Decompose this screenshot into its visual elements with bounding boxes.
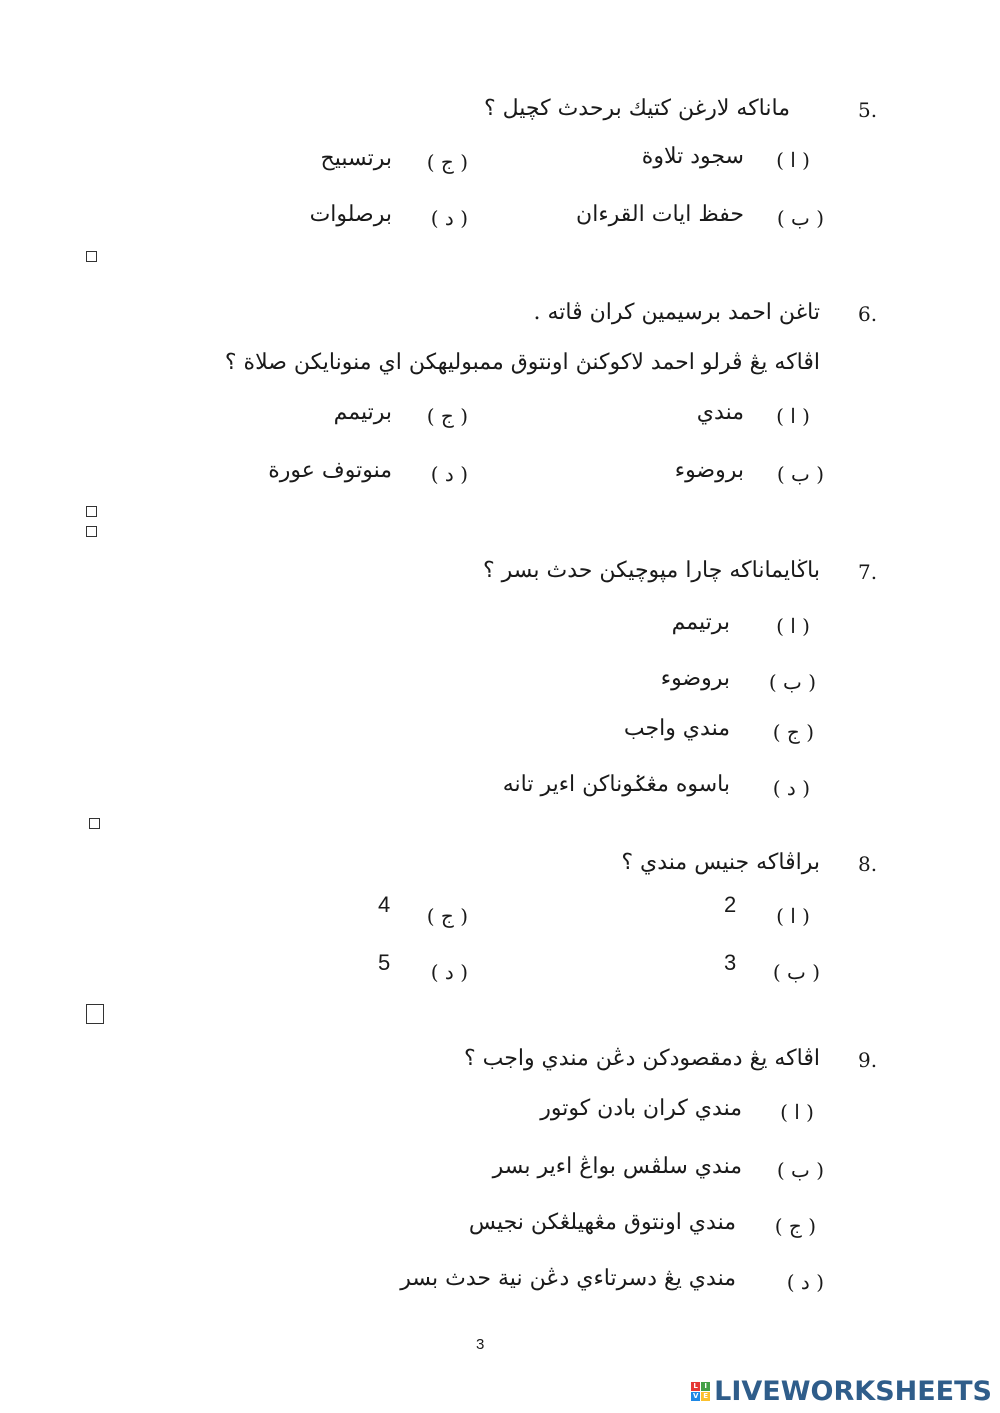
question-9-text: اڤاكه يڠ دمقصودكن دڠن مندي واجب ؟	[463, 1046, 820, 1071]
question-6-number: 6.	[858, 302, 878, 326]
q9-option-b-text: مندي سلڤس بواڠ اءير بسر	[492, 1154, 742, 1179]
q9-option-c-text: مندي اونتوق مڠهيلڠكن نجيس	[468, 1210, 736, 1235]
q8-option-b-value: 3	[724, 950, 737, 975]
question-5-text: ماناكه لارغن كتيك برحدث كچيل ؟	[483, 96, 790, 121]
logo-text: LIVEWORKSHEETS	[714, 1376, 992, 1407]
question-5-number: 5.	[858, 98, 878, 122]
question-6-text: تاغن احمد برسيمين كران ڤاته .	[533, 300, 820, 325]
q8-option-d-label: ( د )	[430, 960, 468, 984]
q5-option-a-text: سجود تلاوة	[641, 144, 744, 169]
q7-option-a-text: برتيمم	[671, 610, 730, 635]
q8-option-a-label: ( ا )	[776, 904, 810, 928]
q9-option-d-label: ( د )	[786, 1270, 824, 1294]
q6-option-b-text: بروضوء	[674, 458, 744, 483]
q5-option-a-label: ( ا )	[776, 148, 810, 172]
q6-option-c-text: برتيمم	[333, 400, 392, 425]
question-7-number: 7.	[858, 560, 878, 584]
logo-grid-cell: V	[692, 1392, 699, 1400]
page-number: 3	[476, 1336, 485, 1353]
logo-grid-icon	[691, 1382, 710, 1401]
q8-option-b-label: ( ب )	[772, 960, 820, 984]
q6-answer-checkbox-2[interactable]	[86, 526, 97, 537]
q5-answer-checkbox[interactable]	[86, 251, 97, 262]
logo-grid-cell: E	[701, 1392, 710, 1401]
q7-option-c-text: مندي واجب	[623, 716, 730, 741]
q5-option-b-text: حفظ ايات القرءان	[576, 202, 744, 227]
q5-option-c-text: برتسبيح	[320, 146, 392, 171]
q5-option-d-label: ( د )	[430, 206, 468, 230]
q6-option-a-label: ( ا )	[776, 404, 810, 428]
question-9-number: 9.	[858, 1048, 878, 1072]
q8-option-d-value: 5	[378, 950, 391, 975]
q5-option-d-text: برصلوات	[309, 202, 392, 227]
q8-option-c-value: 4	[378, 892, 391, 917]
q7-option-d-label: ( د )	[772, 776, 810, 800]
q6-answer-checkbox-1[interactable]	[86, 506, 97, 517]
q9-option-c-label: ( ج )	[774, 1214, 816, 1238]
q7-option-b-text: بروضوء	[660, 666, 730, 691]
q7-answer-checkbox[interactable]	[89, 818, 100, 829]
q7-option-c-label: ( ج )	[772, 720, 814, 744]
q8-option-a-value: 2	[724, 892, 737, 917]
question-7-text: باڬايماناكه چارا مپوچيكن حدث بسر ؟	[483, 558, 820, 583]
logo-grid-cell: L	[691, 1382, 700, 1391]
q9-option-a-label: ( ا )	[780, 1100, 814, 1124]
q9-option-b-label: ( ب )	[776, 1158, 824, 1182]
q8-option-c-label: ( ج )	[426, 904, 468, 928]
question-8-text: براڤاكه جنيس مندي ؟	[621, 850, 820, 875]
q6-option-d-label: ( د )	[430, 462, 468, 486]
q7-option-b-label: ( ب )	[768, 670, 816, 694]
q5-option-b-label: ( ب )	[776, 206, 824, 230]
q6-option-a-text: مندي	[696, 400, 744, 425]
question-6-text-line2: اڤاكه يڠ ڤرلو احمد لاكوكنڽ اونتوق ممبوليهكن اي منونايكن صلاة ؟	[224, 350, 820, 375]
q9-option-a-text: مندي كران بادن كوتور	[540, 1096, 742, 1121]
q6-option-d-text: منوتوف عورة	[268, 458, 392, 483]
liveworksheets-logo	[691, 1376, 992, 1407]
q7-option-d-text: باسوه مڠݢوناكن اءير تانه	[502, 772, 730, 797]
logo-grid-cell: I	[701, 1382, 710, 1391]
q6-option-c-label: ( ج )	[426, 404, 468, 428]
q7-option-a-label: ( ا )	[776, 614, 810, 638]
question-8-number: 8.	[858, 852, 878, 876]
q8-answer-checkbox[interactable]	[86, 1004, 104, 1024]
q9-option-d-text: مندي يڠ دسرتاءي دڠن نية حدث بسر	[400, 1266, 736, 1291]
q6-option-b-label: ( ب )	[776, 462, 824, 486]
q5-option-c-label: ( ج )	[426, 150, 468, 174]
